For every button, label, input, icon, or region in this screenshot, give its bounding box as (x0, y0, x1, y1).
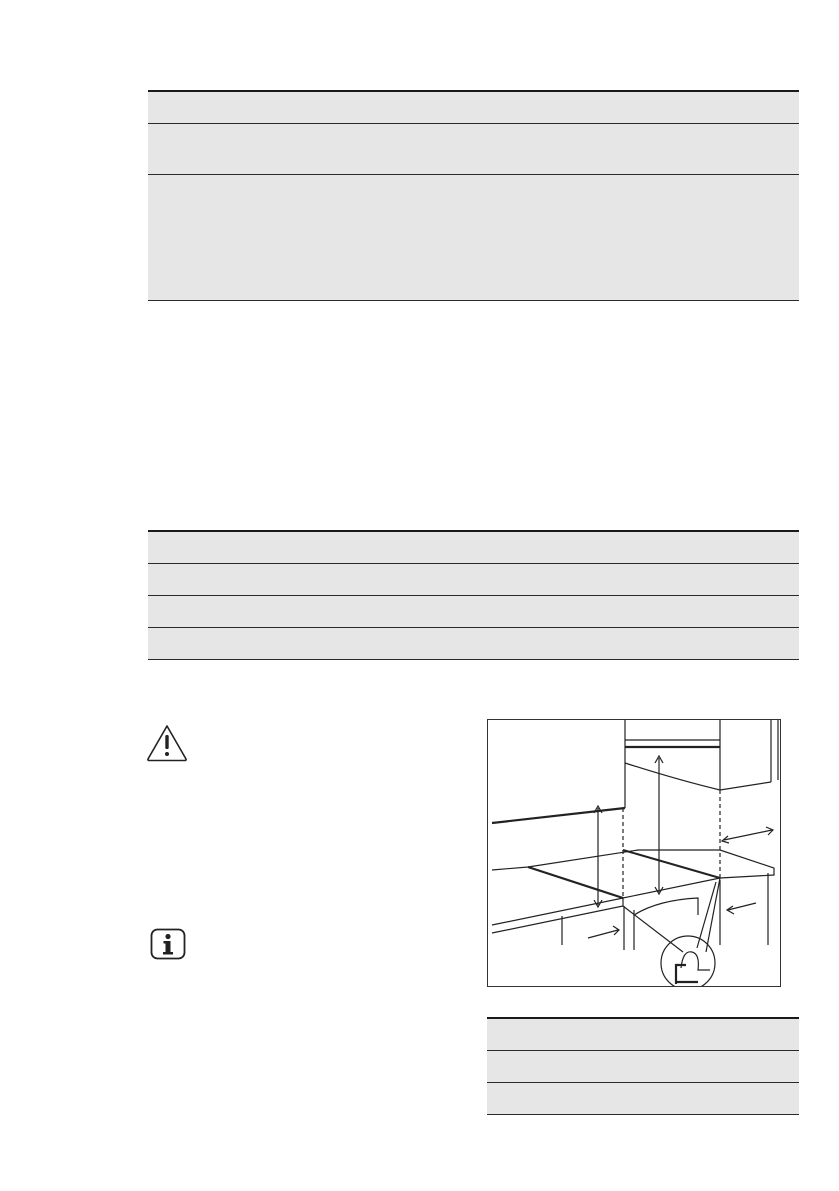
table-row (148, 532, 799, 564)
table-2 (148, 530, 799, 660)
table-row (148, 628, 799, 660)
installation-drawing (488, 720, 781, 987)
table-row (148, 92, 799, 124)
table-row (487, 1083, 799, 1115)
table-row (148, 596, 799, 628)
installation-diagram (487, 719, 781, 987)
table-row (148, 175, 799, 301)
table-row (487, 1051, 799, 1083)
table-row (148, 124, 799, 175)
table-row (487, 1019, 799, 1051)
table-row (148, 564, 799, 596)
info-icon (150, 928, 186, 960)
table-3 (487, 1017, 799, 1115)
warning-triangle-icon (146, 724, 188, 762)
table-1 (148, 90, 799, 301)
